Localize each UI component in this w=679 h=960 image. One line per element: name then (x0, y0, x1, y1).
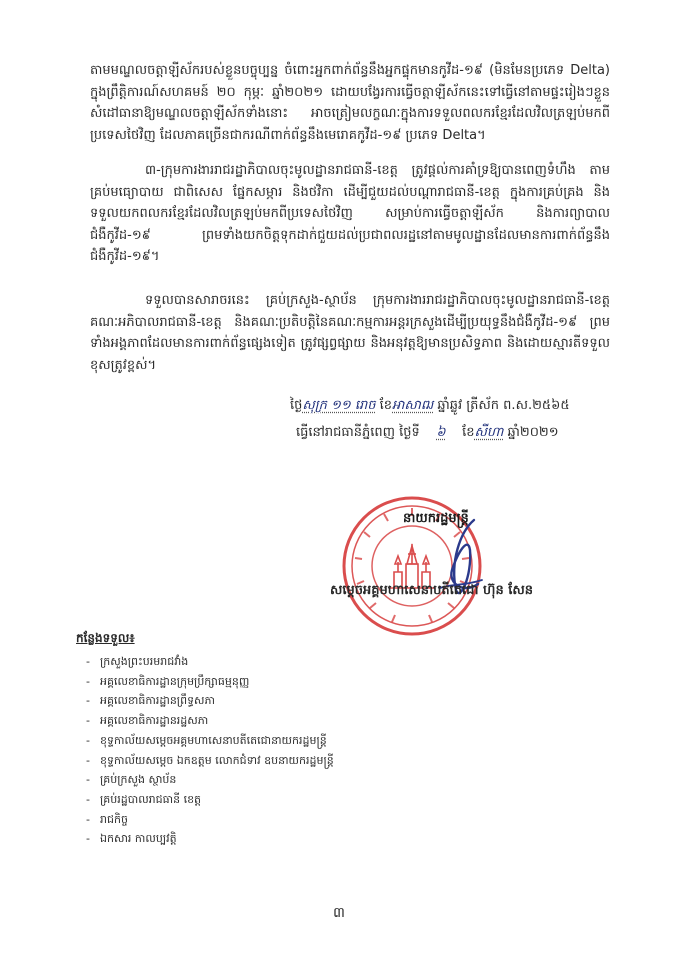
month-handwritten: សីហា (474, 425, 504, 440)
page-number: ៣ (333, 905, 345, 921)
lunar-day-handwritten: សុក្រ ១១ រោច (302, 398, 376, 413)
list-item: - គ្រប់ក្រសួង ស្ថាប័ន (86, 773, 177, 787)
lunar-day-prefix: ថ្ងៃ (290, 398, 303, 413)
lunar-year-text: ឆ្នាំឆ្លូវ ត្រីស័ក ព.ស.២៥៦៥ (437, 398, 570, 413)
list-item: - ក្រសួងព្រះបរមរាជវាំង (86, 655, 189, 668)
day-handwritten: ៦ (436, 425, 446, 440)
paragraph-2: ៣-ក្រុមការងាររាជរដ្ឋាភិបាលចុះមូលដ្ឋានរាជធានី-ខេត្ត ត្រូវផ្តល់ការគាំទ្រឱ្យបានពេញទំហឹង តាមគ្រប់មធ្យោបាយ ជាពិសេស ផ្នែកសម្ភារ និងថវិកា ដើម្បីជួយដល់បណ្តារាជធានី-ខេត្ត ក្នុងការគ្រប់គ្រង និងទទួលយកពលករខ្មែរដែលវិលត្រឡប់មកពីប្រទេសថៃវិញ សម្រាប់ការធ្វើចត្តាឡីស័ក និងការព្យាបាលជំងឺកូវីដ-១៩ ព្រមទាំងយកចិត្តទុកដាក់ជួយដល់ប្រជាពលរដ្ឋនៅតាមមូលដ្ឋានដែលមានការពាក់ព័ន្ធនឹងជំងឺកូវីដ-១៩។ (90, 163, 610, 264)
month-prefix: ខែ (462, 425, 475, 440)
list-item: - ខុទ្ទកាល័យសម្តេចអគ្គមហាសេនាបតីតេជោនាយករដ្ឋមន្ត្រី (86, 733, 327, 747)
list-item: - ឯកសារ កាលប្បវត្តិ (86, 832, 177, 846)
recipients-list (86, 652, 334, 849)
signer-name: សម្តេចអគ្គមហាសេនាបតីតេជោ ហ៊ុន សែន (330, 583, 533, 598)
year-text: ឆ្នាំ២០២១ (507, 425, 559, 440)
list-item: - អគ្គលេខាធិការដ្ឋានរដ្ឋសភា (86, 714, 209, 728)
list-item: - រាជកិច្ច (86, 812, 128, 826)
paragraph-3: ទទួលបានសារាចរនេះ គ្រប់ក្រសួង-ស្ថាប័ន ក្រុមការងាររាជរដ្ឋាភិបាលចុះមូលដ្ឋានរាជធានី-ខេត្ត គណៈអភិបាលរាជធានី-ខេត្ត និងគណៈប្រតិបត្តិនៃគណៈកម្មការអន្តរក្រសួងដើម្បីប្រយុទ្ធនឹងជំងឺកូវីដ-១៩ ព្រមទាំងអង្គភាពដែលមានការពាក់ព័ន្ធផ្សេងទៀត ត្រូវផ្សព្វផ្សាយ និងអនុវត្តឱ្យមានប្រសិទ្ធភាព និងដោយស្មារតីទទួលខុសត្រូវខ្ពស់។ (90, 293, 610, 373)
lunar-month-handwritten: អាសាឍ (392, 398, 434, 413)
list-item: - គ្រប់រដ្ឋបាលរាជធានី ខេត្ត (86, 792, 202, 806)
prime-minister-title: នាយករដ្ឋមន្ត្រី (403, 511, 469, 526)
list-item: - ខុទ្ទកាល័យសម្តេច ឯកឧត្តម លោកជំទាវ ឧបនាយករដ្ឋមន្ត្រី (86, 753, 334, 767)
gregorian-date-line (296, 423, 559, 443)
recipients-title: កន្លែងទទួល៖ (76, 631, 135, 645)
lunar-month-prefix: ខែ (379, 398, 392, 413)
lunar-date-line (290, 396, 570, 416)
list-item: - អគ្គលេខាធិការដ្ឋានព្រឹទ្ធសភា (86, 694, 215, 708)
place-text: ធ្វើនៅរាជធានីភ្នំពេញ ថ្ងៃទី (296, 425, 420, 440)
list-item: - អគ្គលេខាធិការដ្ឋានក្រុមប្រឹក្សាធម្មនុញ្ញ (86, 674, 250, 688)
paragraph-1: តាមមណ្ឌលចត្តាឡីស័ករបស់ខ្លួនបច្ចុប្បន្ន ចំពោះអ្នកពាក់ព័ន្ធនឹងអ្នកផ្ទុកមានកូវីដ-១៩ (មិនមែនប្រភេទ Delta) ក្នុងព្រឹត្តិការណ៍សហគមន៍ ២០ កុម្ភៈ ឆ្នាំ២០២១ ដោយបង្វែរការធ្វើចត្តាឡីស័កនេះទៅធ្វើនៅតាមផ្ទះរៀងៗខ្លួន សំដៅធានាឱ្យមណ្ឌលចត្តាឡីស័កទាំងនោះ អាចត្រៀមលក្ខណៈក្នុងការទទួលពលករខ្មែរដែលវិលត្រឡប់មកពីប្រទេសថៃវិញ ដែលភាគច្រើនជាករណីពាក់ព័ន្ធនឹងមេរោគកូវីដ-១៩ ប្រភេទ Delta។ (90, 63, 610, 143)
